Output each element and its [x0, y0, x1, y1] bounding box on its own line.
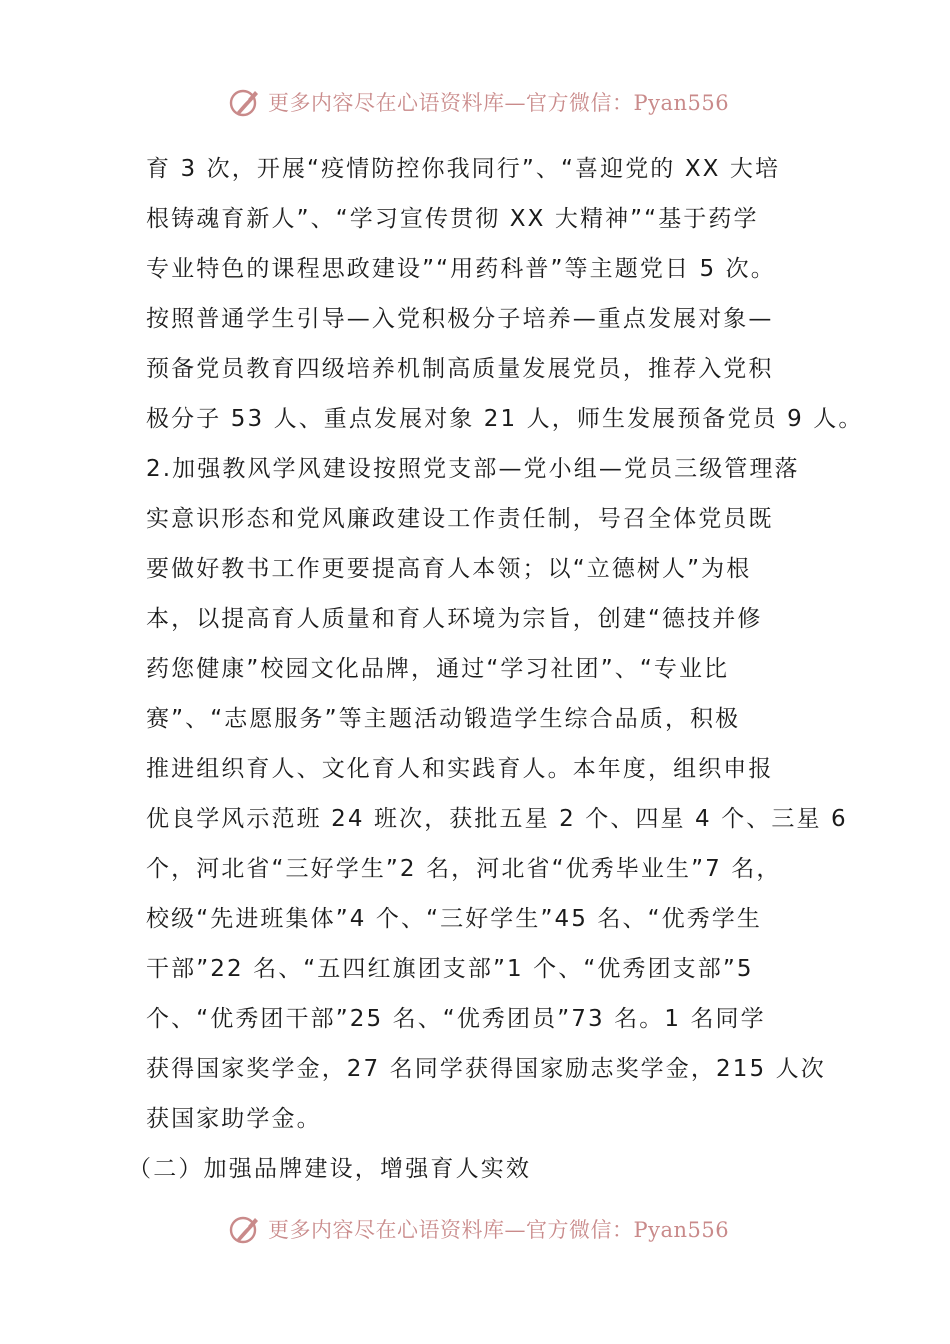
body-line: 赛”、“志愿服务”等主题活动锻造学生综合品质，积极: [146, 706, 741, 732]
body-line: 个，河北省“三好学生”2 名，河北省“优秀毕业生”7 名，: [146, 856, 782, 882]
body-line: 按照普通学生引导—入党积极分子培养—重点发展对象—: [146, 306, 774, 332]
watermark-text: 更多内容尽在心语资料库—官方微信：Pyan556: [268, 91, 730, 115]
body-line: 药您健康”校园文化品牌，通过“学习社团”、“专业比: [146, 656, 730, 682]
body-line: 获国家助学金。: [146, 1106, 322, 1132]
document-body: [128, 144, 864, 1194]
body-line: 专业特色的课程思政建设”“用药科普”等主题党日 5 次。: [146, 256, 776, 282]
body-line: 获得国家奖学金，27 名同学获得国家励志奖学金，215 人次: [146, 1056, 826, 1082]
footer-watermark: [228, 1209, 748, 1249]
body-line: 根铸魂育新人”、“学习宣传贯彻 XX 大精神”“基于药学: [146, 206, 759, 232]
body-line: 个、“优秀团干部”25 名、“优秀团员”73 名。1 名同学: [146, 1006, 766, 1032]
body-line: 本，以提高育人质量和育人环境为宗旨，创建“德技并修: [146, 606, 763, 632]
body-line: 推进组织育人、文化育人和实践育人。本年度，组织申报: [146, 756, 774, 782]
body-line: 极分子 53 人、重点发展对象 21 人，师生发展预备党员 9 人。: [146, 406, 864, 432]
body-line: 预备党员教育四级培养机制高质量发展党员，推荐入党积: [146, 356, 774, 382]
quill-logo-icon: [228, 85, 262, 119]
watermark-text: 更多内容尽在心语资料库—官方微信：Pyan556: [268, 1218, 730, 1242]
section-heading: （二）加强品牌建设，增强育人实效: [128, 1156, 532, 1182]
body-line: 校级“先进班集体”4 个、“三好学生”45 名、“优秀学生: [146, 906, 762, 932]
quill-logo-icon: [228, 1212, 262, 1246]
body-line: 育 3 次，开展“疫情防控你我同行”、“喜迎党的 XX 大培: [146, 156, 781, 182]
header-watermark: [228, 82, 748, 122]
body-line: 实意识形态和党风廉政建设工作责任制，号召全体党员既: [146, 506, 774, 532]
body-line: 干部”22 名、“五四红旗团支部”1 个、“优秀团支部”5: [146, 956, 754, 982]
body-line: 2.加强教风学风建设按照党支部—党小组—党员三级管理落: [146, 456, 800, 482]
body-line: 要做好教书工作更要提高育人本领；以“立德树人”为根: [146, 556, 752, 582]
body-line: 优良学风示范班 24 班次，获批五星 2 个、四星 4 个、三星 6: [146, 806, 848, 832]
